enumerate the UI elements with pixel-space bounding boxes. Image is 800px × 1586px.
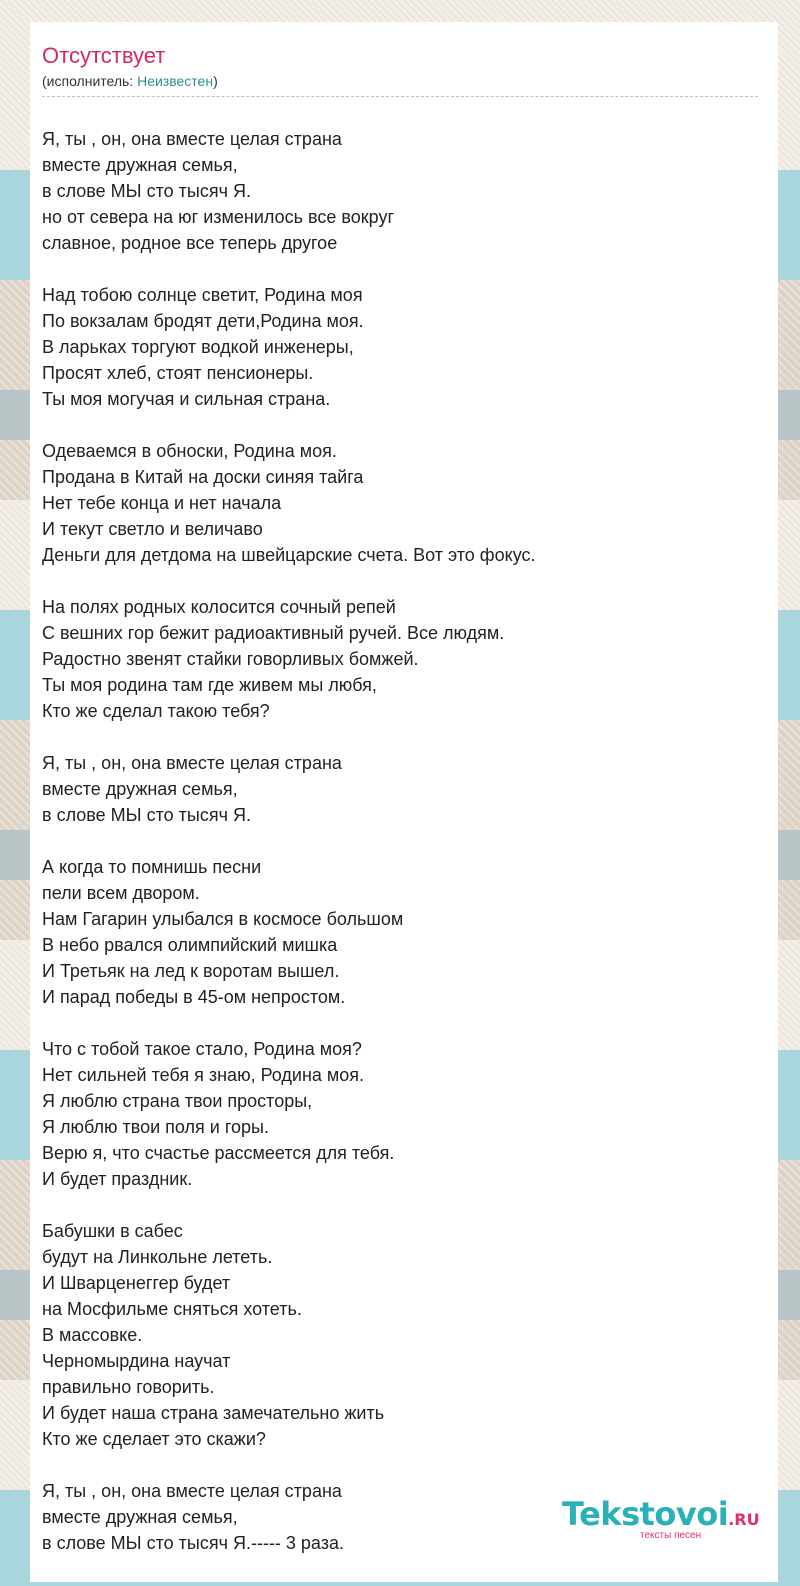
logo-tagline: тексты песен [640, 1530, 702, 1541]
lyrics-line: И Шварценеггер будет [42, 1273, 231, 1293]
lyrics-line: И будет наша страна замечательно жить [42, 1403, 385, 1423]
lyrics-stanza [42, 594, 742, 724]
lyrics-stanza [42, 1036, 742, 1192]
lyrics-panel [30, 22, 778, 1582]
lyrics-line: Деньги для детдома на швейцарские счета. Вот это фокус. [42, 545, 536, 565]
lyrics-line: Я, ты , он, она вместе целая страна [42, 753, 342, 773]
lyrics-line: Кто же сделает это скажи? [42, 1429, 266, 1449]
lyrics-line: Просят хлеб, стоят пенсионеры. [42, 363, 314, 383]
logo-tld: .RU [728, 1510, 760, 1529]
lyrics-line: А когда то помнишь песни [42, 857, 262, 877]
lyrics-line: Я люблю твои поля и горы. [42, 1117, 269, 1137]
lyrics-line: пели всем двором. [42, 883, 200, 903]
lyrics-stanza [42, 438, 742, 568]
site-logo[interactable] [562, 1496, 782, 1566]
lyrics-line: Над тобою солнце светит, Родина моя [42, 285, 363, 305]
song-artist-line [42, 72, 758, 97]
lyrics-text [42, 126, 742, 1556]
lyrics-stanza [42, 126, 742, 256]
lyrics-line: Нет сильней тебя я знаю, Родина моя. [42, 1065, 365, 1085]
lyrics-line: И будет праздник. [42, 1169, 193, 1189]
lyrics-line: По вокзалам бродят дети,Родина моя. [42, 311, 364, 331]
lyrics-line: На полях родных колосится сочный репей [42, 597, 396, 617]
lyrics-line: Нет тебе конца и нет начала [42, 493, 282, 513]
song-header [42, 42, 758, 97]
lyrics-line: Ты моя родина там где живем мы любя, [42, 675, 377, 695]
lyrics-line: И парад победы в 45-ом непростом. [42, 987, 346, 1007]
lyrics-line: Я люблю страна твои просторы, [42, 1091, 313, 1111]
lyrics-line: И Третьяк на лед к воротам вышел. [42, 961, 340, 981]
lyrics-line: на Мосфильме сняться хотеть. [42, 1299, 302, 1319]
lyrics-stanza [42, 854, 742, 1010]
lyrics-stanza [42, 750, 742, 828]
artist-prefix: (исполнитель: [42, 73, 138, 89]
lyrics-line: И текут светло и величаво [42, 519, 263, 539]
artist-link[interactable]: Неизвестен [137, 73, 214, 89]
lyrics-line: но от севера на юг изменилось все вокруг [42, 207, 395, 227]
lyrics-line: в слове МЫ сто тысяч Я. [42, 805, 251, 825]
lyrics-line: будут на Линкольне лететь. [42, 1247, 273, 1267]
lyrics-line: вместе дружная семья, [42, 779, 238, 799]
lyrics-line: В ларьках торгуют водкой инженеры, [42, 337, 354, 357]
lyrics-line: вместе дружная семья, [42, 155, 238, 175]
lyrics-line: в слове МЫ сто тысяч Я. [42, 181, 251, 201]
lyrics-line: славное, родное все теперь другое [42, 233, 338, 253]
lyrics-line: Бабушки в сабес [42, 1221, 183, 1241]
lyrics-line: в слове МЫ сто тысяч Я.----- 3 раза. [42, 1533, 345, 1553]
logo-name: Tekstovoi [562, 1495, 729, 1533]
lyrics-line: Верю я, что счастье рассмеется для тебя. [42, 1143, 395, 1163]
lyrics-stanza [42, 1218, 742, 1452]
lyrics-line: В массовке. [42, 1325, 143, 1345]
artist-suffix: ) [213, 73, 218, 89]
lyrics-line: С вешних гор бежит радиоактивный ручей. Все людям. [42, 623, 505, 643]
lyrics-line: Нам Гагарин улыбался в космосе большом [42, 909, 404, 929]
lyrics-line: Одеваемся в обноски, Родина моя. [42, 441, 337, 461]
lyrics-line: Продана в Китай на доски синяя тайга [42, 467, 364, 487]
lyrics-line: Кто же сделал такою тебя? [42, 701, 270, 721]
lyrics-line: Радостно звенят стайки говорливых бомжей. [42, 649, 419, 669]
lyrics-stanza [42, 282, 742, 412]
lyrics-line: Я, ты , он, она вместе целая страна [42, 1481, 342, 1501]
lyrics-line: В небо рвался олимпийский мишка [42, 935, 338, 955]
lyrics-line: Что с тобой такое стало, Родина моя? [42, 1039, 362, 1059]
song-title: Отсутствует [42, 43, 166, 68]
lyrics-line: Я, ты , он, она вместе целая страна [42, 129, 342, 149]
lyrics-line: вместе дружная семья, [42, 1507, 238, 1527]
lyrics-line: Черномырдина научат [42, 1351, 231, 1371]
lyrics-line: Ты моя могучая и сильная страна. [42, 389, 331, 409]
lyrics-line: правильно говорить. [42, 1377, 215, 1397]
